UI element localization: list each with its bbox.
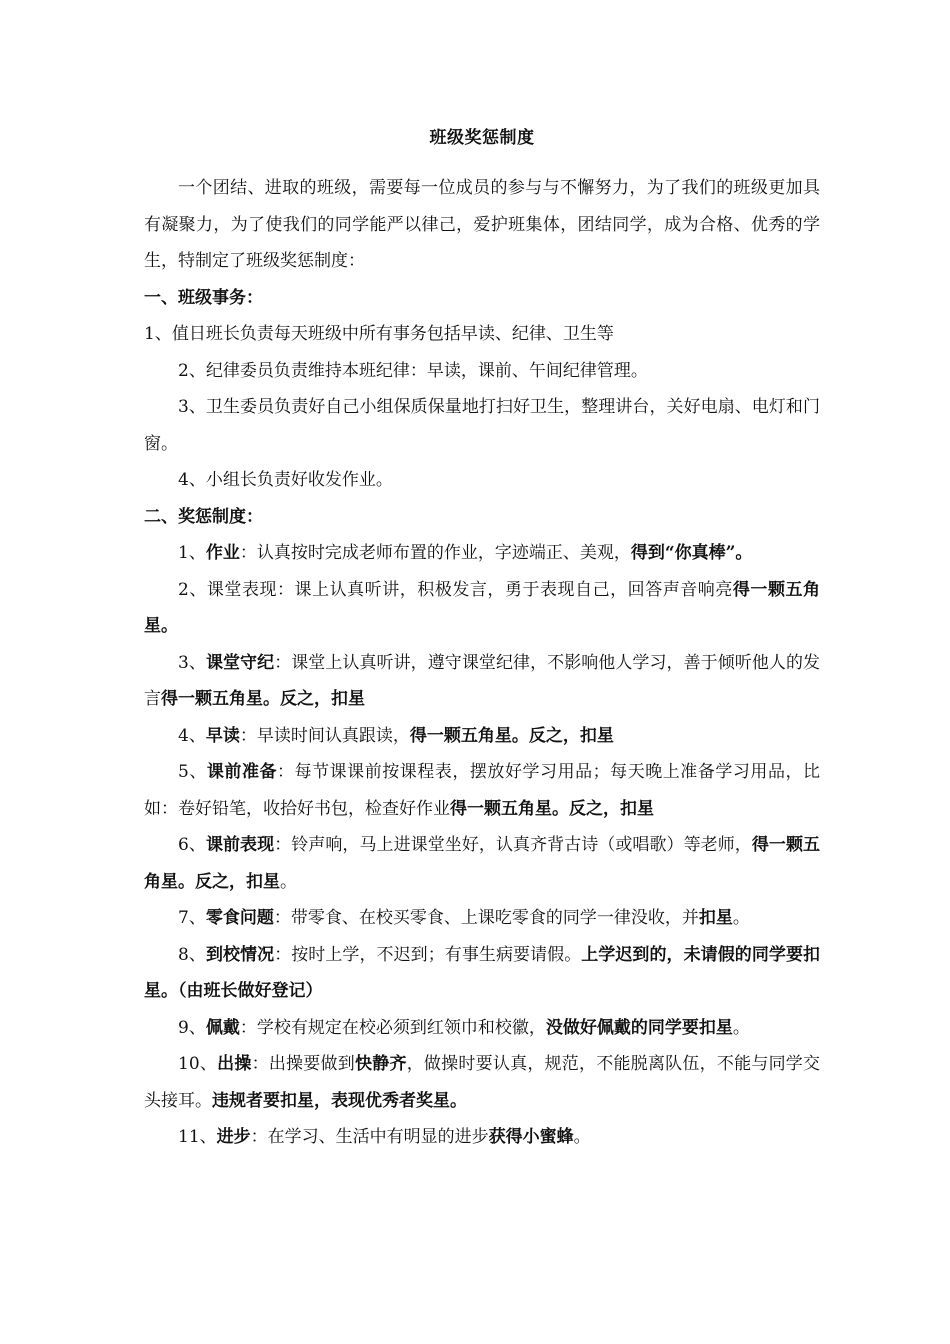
document-title: 班级奖惩制度 [429, 128, 535, 148]
section-heading-rewards: 二、奖惩制度： [144, 506, 263, 527]
rule-item-11: 11、进步：在学习、生活中有明显的进步获得小蜜蜂。 [178, 1127, 591, 1147]
affairs-item-4: 4、小组长负责好收发作业。 [178, 470, 393, 490]
affairs-item-2: 2、纪律委员负责维持本班纪律：早读，课前、午间纪律管理。 [178, 360, 648, 381]
rule-item-5: 5、课前准备：每节课课前按课程表，摆放好学习用品；每天晚上准备学习用品，比如：卷好铅笔，收拾好书包，检查好作业得一颗五角星。反之，扣星 [144, 762, 821, 819]
rule-item-9: 9、佩戴：学校有规定在校必须到红领巾和校徽，没做好佩戴的同学要扣星。 [178, 1017, 750, 1038]
document-body [144, 170, 820, 1156]
rule-item-3: 3、课堂守纪：课堂上认真听讲，遵守课堂纪律，不影响他人学习，善于倾听他人的发言得一颗五角星。反之，扣星 [144, 652, 821, 709]
affairs-item-3: 3、卫生委员负责好自己小组保质保量地打扫好卫生，整理讲台，关好电扇、电灯和门窗。 [144, 397, 820, 454]
rule-item-2: 2、课堂表现：课上认真听讲，积极发言，勇于表现自己，回答声音响亮得一颗五角星。 [144, 579, 821, 636]
section-heading-class-affairs: 一、班级事务： [144, 287, 263, 308]
affairs-item-1: 1、值日班长负责每天班级中所有事务包括早读、纪律、卫生等 [144, 324, 614, 344]
intro-paragraph: 一个团结、进取的班级，需要每一位成员的参与与不懈努力，为了我们的班级更加具有凝聚力，为了使我们的同学能严以律己，爱护班集体，团结同学，成为合格、优秀的学生，特制定了班级奖惩制度： [144, 178, 820, 271]
rule-item-1: 1、作业：认真按时完成老师布置的作业，字迹端正、美观，得到“你真棒”。 [178, 543, 753, 563]
rule-item-8: 8、到校情况：按时上学，不迟到；有事生病要请假。上学迟到的，未请假的同学要扣星。（由班长做好登记） [144, 944, 821, 1001]
rule-item-4: 4、早读：早读时间认真跟读，得一颗五角星。反之，扣星 [178, 725, 614, 746]
rule-item-10: 10、出操：出操要做到快静齐，做操时要认真，规范，不能脱离队伍，不能与同学交头接耳。违规者要扣星，表现优秀者奖星。 [144, 1054, 821, 1111]
rule-item-7: 7、零食问题：带零食、在校买零食、上课吃零食的同学一律没收，并扣星。 [178, 908, 750, 928]
rule-item-6: 6、课前表现：铃声响，马上进课堂坐好，认真齐背古诗（或唱歌）等老师，得一颗五角星。反之，扣星。 [144, 835, 821, 892]
